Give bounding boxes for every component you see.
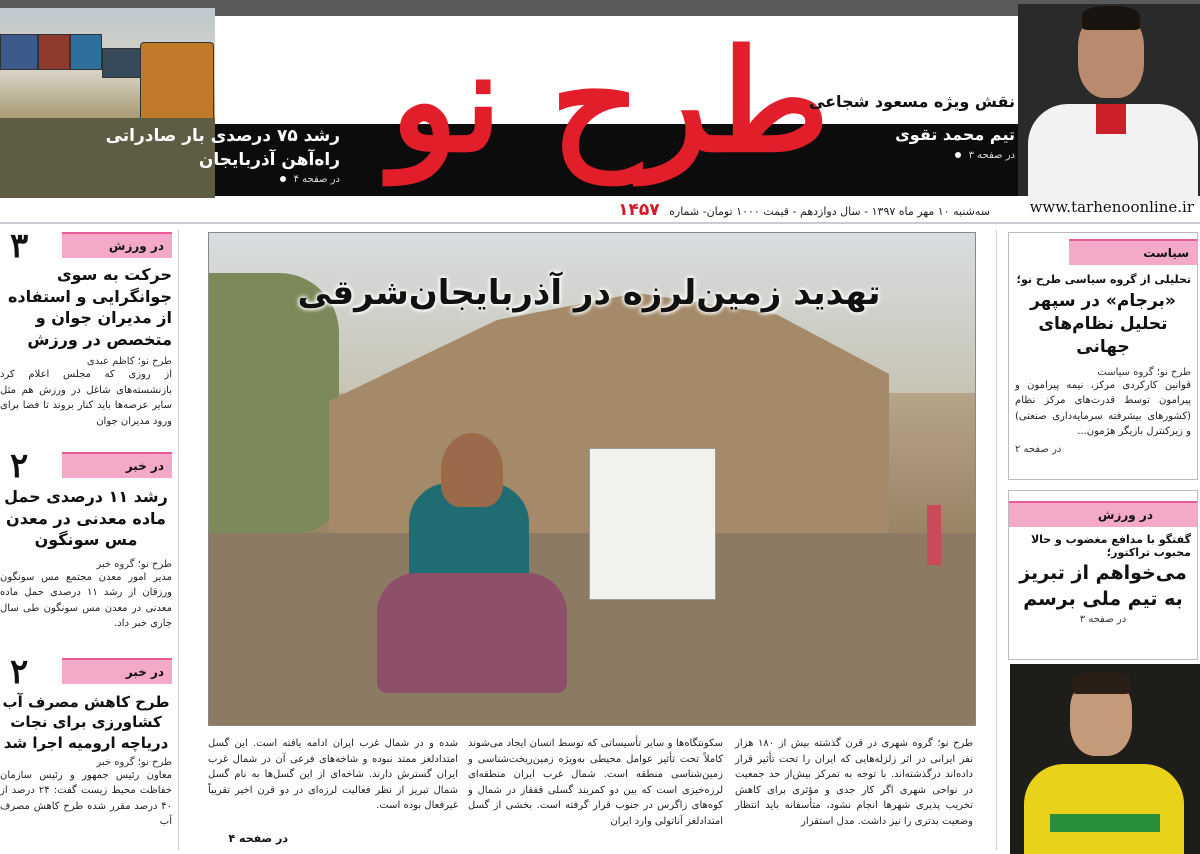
column-divider: [178, 230, 179, 850]
story-headline: حرکت به سوی جوانگرایی و استفاده از مدیران جوان و متخصص در ورزش: [7, 265, 172, 349]
story-headline: می‌خواهم از تبریز به تیم ملی برسم: [1019, 562, 1187, 610]
logo-text: طرح نو: [390, 20, 830, 184]
section-tab: [62, 452, 172, 478]
left-masthead-line2: راه‌آهن آذربایجان: [198, 150, 340, 170]
section-tab: [1009, 501, 1197, 527]
section-label: سیاست: [1143, 246, 1189, 260]
story-byline: طرح نو؛ گروه سیاست: [1097, 366, 1191, 378]
story-headline: رشد ۱۱ درصدی حمل ماده معدنی در معدن مس سونگون: [4, 487, 168, 550]
story-byline: طرح نو؛ گروه خبر: [96, 756, 172, 768]
main-story-col2: سکونتگاه‌ها و سایر تأسیساتی که توسط انسان ایجاد می‌شوند کاملاً تحت تأثیر عوامل محیطی به‌ویژه زمین‌ریخت‌شناسی و زمین‌شناسی منطقه است. شمال غرب ایران منطقه‌ای لرزه‌خیزی است که بین دو کمربند گسلی قفقاز در شمال و کوه‌های زاگرس در جنوب قرار گرفته است. بخشی از گسل امتدادلغز آناتولی وارد ایران: [468, 738, 723, 827]
right-masthead-kicker: نقش ویژه مسعود شجاعی: [808, 92, 1015, 111]
left-masthead-story[interactable]: [100, 126, 340, 185]
issue-info: سه‌شنبه ۱۰ مهر ماه ۱۳۹۷ - سال دوازدهم - قیمت ۱۰۰۰ تومان- شماره: [669, 205, 990, 218]
story-page-ref: در صفحه ۲: [1015, 443, 1062, 455]
issue-info-bar: [205, 196, 1200, 220]
section-label: در ورزش: [1097, 508, 1153, 522]
tractor-player-photo: [1010, 664, 1200, 854]
main-story-col3: شده و در شمال غرب ایران ادامه یافته است. این گسل امتدادلغز ممتد نبوده و شاخه‌های فرعی آن در شمال غرب ایران گسترش دارند. شاخه‌ای از این گسل‌ها به نام گسل شمال تبریز از نظر فعالیت لرزه‌ای در دو قرن اخیر تقریباً غیرفعال بوده است.: [208, 738, 458, 811]
main-story-page-ref[interactable]: در صفحه ۴: [228, 832, 288, 845]
bullet-icon: [955, 152, 961, 158]
story-body: معاون رئیس جمهور و رئیس سازمان حفاظت محیط زیست گفت: ۲۴ درصد از ۴۰ درصد مقرر شده طرح کاهش مصرف آب: [0, 769, 172, 828]
main-headline: تهدید زمین‌لرزه در آذربایجان‌شرقی: [297, 273, 881, 313]
left-story-2[interactable]: [0, 446, 172, 632]
left-story-1[interactable]: [0, 226, 172, 429]
left-masthead-line1: رشد ۷۵ درصدی بار صادراتی: [105, 126, 340, 146]
section-tab: [62, 658, 172, 684]
section-tab: [1069, 239, 1197, 265]
masthead-rule: [0, 222, 1200, 224]
main-story-col1: طرح نو؛ گروه شهری در قرن گذشته بیش از ۱۸۰ هزار نفر ایرانی در اثر زلزله‌هایی که ایران را تحت تأثیر قرار داده‌اند درگذشته‌اند. با توجه به تمرکز بیش‌از حد جمعیت در نواحی شهری اگر کار جدی و مؤثری برای کاهش تخریب پذیری شهرها انجام نشود، متأسفانه باید انتظار وضعیت بدتری را نیز داشت. مدل استقرار: [735, 738, 974, 827]
page-number: ۲: [10, 446, 29, 486]
left-masthead-page-ref: در صفحه ۴: [293, 174, 340, 185]
section-label: در خبر: [125, 459, 164, 473]
page-number: ۲: [10, 652, 29, 692]
masoud-shojaei-photo: [1018, 4, 1200, 196]
right-masthead-page-ref: در صفحه ۳: [968, 150, 1015, 161]
story-page-ref: در صفحه ۳: [1079, 614, 1127, 626]
sport-story[interactable]: [1008, 490, 1198, 660]
column-divider: [996, 230, 997, 850]
bullet-icon: [280, 176, 286, 182]
section-tab: [62, 232, 172, 258]
story-body: از روزی که مجلس اعلام کرد بازنشسته‌های شاغل در ورزش هم مثل سایر عرصه‌ها باید کنار بروند تا فضا برای ورود مدیران جوان: [0, 369, 172, 427]
story-kicker: تحلیلی از گروه سیاسی طرح نو؛: [1016, 273, 1191, 286]
page-number: ۳: [10, 226, 29, 266]
story-headline: «برجام» در سپهر تحلیل نظام‌های جهانی: [1030, 291, 1176, 357]
issue-number: ۱۴۵۷: [618, 200, 660, 220]
earthquake-photo: [208, 232, 976, 726]
section-label: در ورزش: [108, 239, 164, 253]
story-kicker: گفتگو با مدافع مغضوب و حالا محبوب تراکتور؛: [1030, 533, 1191, 559]
right-masthead-headline: تیم محمد تقوی: [895, 125, 1015, 144]
story-byline: طرح نو؛ کاظم عبدی: [86, 356, 172, 368]
story-byline: طرح نو؛ گروه خبر: [96, 558, 172, 570]
story-body: مدیر امور معدن مجتمع مس سونگون ورزقان از رشد ۱۱ درصدی حمل ماده معدنی در معدن مس سونگون طی سال جاری خبر داد.: [0, 571, 172, 630]
right-masthead-story[interactable]: [790, 92, 1015, 161]
left-story-3[interactable]: [0, 652, 172, 830]
website[interactable]: www.tarhenoonline.ir: [1029, 198, 1194, 216]
story-headline: طرح کاهش مصرف آب کشاورزی برای نجات دریاچه ارومیه اجرا شد: [2, 693, 170, 752]
section-label: در خبر: [125, 665, 164, 679]
newspaper-logo: [390, 0, 830, 200]
story-body: قوانین کارکردی مرکز، نیمه پیرامون و پیرامون توسط قدرت‌های مرکز نظام (کشورهای بیشرفته سرمایه‌داری صنعتی) و زیرکنترل بازیگر هژمون...: [1015, 379, 1191, 438]
politics-story[interactable]: [1008, 232, 1198, 480]
